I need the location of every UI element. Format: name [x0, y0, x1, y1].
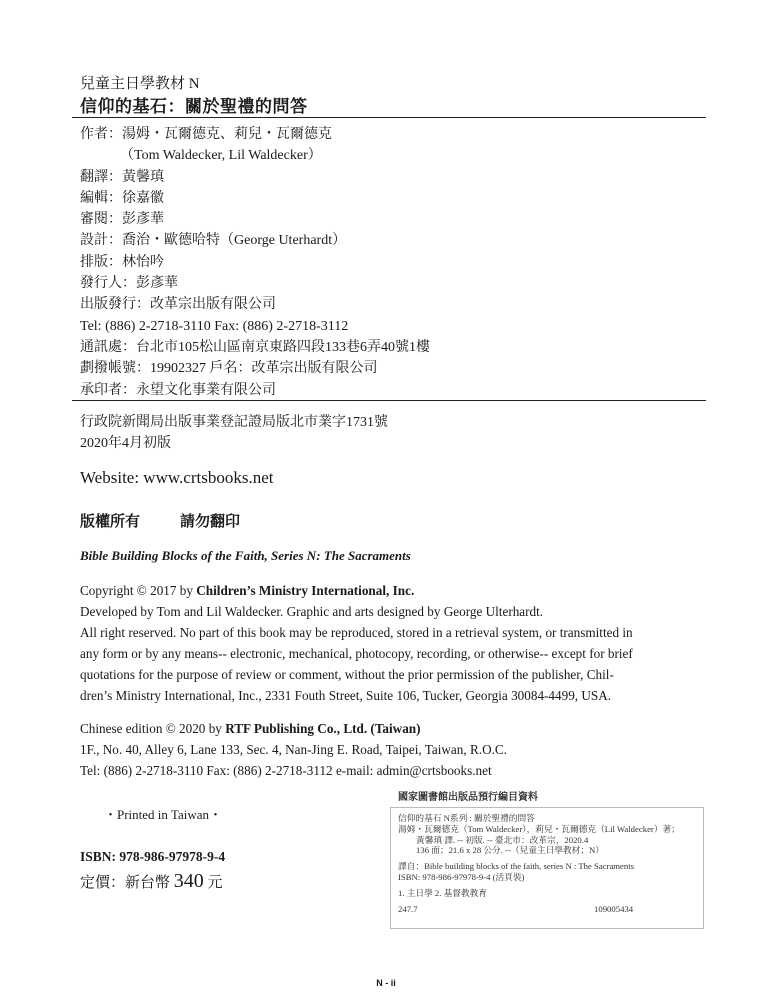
credit-typesetting: 排版：林怡吟: [80, 254, 164, 270]
license-number: 行政院新聞局出版事業登記證局版北市業字1731號: [80, 415, 388, 430]
cip-footer: [398, 904, 696, 915]
cip-record-box: [390, 807, 704, 929]
english-title: Bible Building Blocks of the Faith, Series N: The Sacraments: [80, 548, 411, 563]
credit-designer: 設計：喬治・歐德哈特（George Uterhardt）: [80, 233, 347, 249]
edition-date: 2020年4月初版: [80, 436, 171, 451]
cip-line-7: 1. 主日學 2. 基督教教育: [398, 887, 488, 898]
credit-reviewer: 審閱：彭彥華: [80, 212, 164, 228]
rights-reserved-cn: [80, 510, 240, 531]
english-copyright-block: [80, 580, 680, 706]
credit-publisher: 出版發行：改革宗出版有限公司: [80, 297, 276, 313]
title-divider: [72, 117, 706, 118]
rights-line-4: dren’s Ministry International, Inc., 2331 Fouth Street, Suite 106, Tucker, Georgia 30084-4499, USA.: [80, 688, 612, 703]
chinese-edition-block: [80, 718, 680, 781]
rights-line-3: quotations for the purpose of review or comment, without the prior permission of the publisher, Chil-: [80, 667, 614, 682]
copyright-line: Copyright © 2017 by Children’s Ministry International, Inc.: [80, 583, 415, 598]
website-link[interactable]: Website: www.crtsbooks.net: [80, 468, 274, 487]
credit-author: 作者：湯姆・瓦爾德克、莉兒・瓦爾德克: [80, 127, 332, 142]
credits-block: [80, 124, 430, 401]
cip-heading: 國家圖書館出版品預行編目資料: [398, 792, 538, 803]
chinese-edition-holder: RTF Publishing Co., Ltd. (Taiwan): [225, 721, 421, 736]
rights-line-1: All right reserved. No part of this book may be reproduced, stored in a retrieval system, or transmitted in: [80, 625, 633, 640]
price-amount: 340: [173, 870, 204, 892]
cip-line-1: 信仰的基石 N系列 : 關於聖禮的問答: [398, 813, 535, 823]
credit-author-en: （Tom Waldecker, Lil Waldecker）: [120, 148, 322, 164]
series-label: 兒童主日學教材 N: [80, 76, 200, 92]
credit-publisher-person: 發行人：彭彥華: [80, 276, 178, 292]
credit-translator: 翻譯：黃馨瑱: [80, 169, 164, 185]
developed-line: Developed by Tom and Lil Waldecker. Graphic and arts designed by George Ulterhardt.: [80, 604, 544, 619]
credit-printer: 承印者：永望文化事業有限公司: [80, 382, 276, 398]
credit-postal: 劃撥帳號：19902327 戶名：改革宗出版有限公司: [80, 361, 378, 377]
cip-class-number: 247.7: [398, 903, 418, 914]
credit-editor: 編輯：徐嘉徽: [80, 190, 164, 206]
cip-record-number: 109005434: [594, 903, 634, 914]
printed-in-taiwan: ・Printed in Taiwan・: [104, 807, 223, 822]
credit-tel-fax: Tel: (886) 2-2718-3110 Fax: (886) 2-2718-3112: [80, 318, 349, 334]
copyright-holder: Children’s Ministry International, Inc.: [196, 583, 415, 598]
publisher-contact: Tel: (886) 2-2718-3110 Fax: (886) 2-2718-3112 e-mail: admin@crtsbooks.net: [80, 763, 492, 778]
cip-line-6: ISBN: 978-986-97978-9-4 (活頁裝): [398, 871, 525, 882]
rights-right: 請勿翻印: [180, 514, 241, 530]
credits-divider: [72, 400, 706, 401]
cip-line-2: 湯姆・瓦爾德克（Tom Waldecker），莉兒・瓦爾德克（Lil Waldecker）著；: [398, 823, 680, 834]
chinese-edition-line: Chinese edition © 2020 by RTF Publishing Co., Ltd. (Taiwan): [80, 721, 421, 736]
price: 定價：新台幣 340 元: [80, 870, 223, 892]
page-number: N - ii: [376, 978, 396, 988]
cip-line-3: 黃馨瑱 譯. -- 初版. -- 臺北市：改革宗，2020.4: [416, 834, 589, 845]
publisher-address: 1F., No. 40, Alley 6, Lane 133, Sec. 4, Nan-Jing E. Road, Taipei, Taiwan, R.O.C.: [80, 742, 507, 757]
cip-line-5: 譯自：Bible building blocks of the faith, series N : The Sacraments: [398, 861, 635, 872]
registration-block: [80, 412, 388, 454]
credit-address: 通訊處：台北市105松山區南京東路四段133巷6弄40號1樓: [80, 339, 430, 355]
isbn: ISBN: 978-986-97978-9-4: [80, 849, 226, 864]
book-title: 信仰的基石：關於聖禮的問答: [80, 97, 308, 116]
rights-line-2: any form or by any means-- electronic, mechanical, photocopy, recording, or otherwise-- except for brief: [80, 646, 633, 661]
rights-left: 版權所有: [80, 514, 141, 530]
cip-line-4: 136 面；21.6 x 28 公分. --（兒童主日學教材；N）: [416, 845, 604, 856]
